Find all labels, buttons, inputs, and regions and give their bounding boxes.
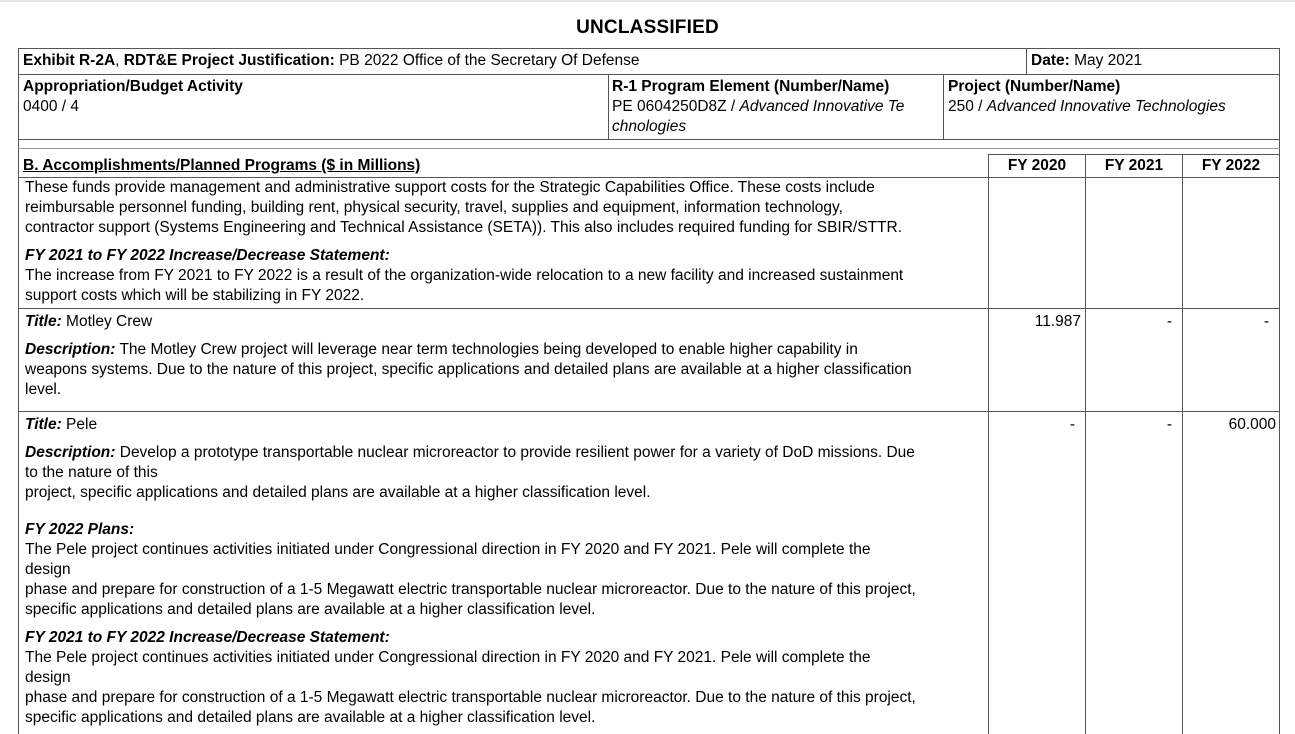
col-divider-1 (988, 154, 989, 734)
exhibit-title-value: PB 2022 Office of the Secretary Of Defense (334, 52, 640, 69)
item-2-title-label: Title: (25, 416, 62, 433)
page-left-border (18, 48, 19, 734)
item-1-desc-line-2: weapons systems. Due to the nature of this project, specific applications and detailed plans are available at a higher classification (25, 361, 912, 378)
item-2-desc-text-1: Develop a prototype transportable nuclear microreactor to provide resilient power for a variety of DoD missions. Due (115, 444, 915, 461)
pe-name-line1: Advanced Innovative Te (739, 98, 905, 115)
exhibit-line (23, 51, 640, 71)
pe-name-line2: chnologies (612, 118, 687, 135)
item-2-fy2022: 60.000 (1228, 416, 1276, 433)
item-2-statement-line-3: phase and prepare for construction of a 1-5 Megawatt electric transportable nuclear microreactor. Due to the nature of this project, (25, 689, 916, 706)
item-2-plans-line-2: design (25, 561, 71, 578)
item-2-statement-line-2: design (25, 669, 71, 686)
section-title: B. Accomplishments/Planned Programs ($ in Millions) (23, 157, 421, 174)
pe-divider (608, 74, 609, 139)
date-label: Date: (1031, 52, 1070, 69)
project-value (948, 97, 1226, 117)
top-rule (0, 0, 1295, 2)
pe-value-line1 (612, 97, 904, 117)
project-divider (943, 74, 944, 139)
item-2-desc-label: Description: (25, 444, 116, 461)
item-2-plans-line-4: specific applications and detailed plans are available at a higher classification level. (25, 601, 596, 618)
item-2-title (25, 415, 97, 435)
pe-label: R-1 Program Element (Number/Name) (612, 78, 890, 95)
intro-statement-line-2: support costs which will be stabilizing in FY 2022. (25, 287, 365, 304)
item-2-plans-line-1: The Pele project continues activities initiated under Congressional direction in FY 2020 and FY 2021. Pele will complete the (25, 541, 871, 558)
item-1-fy2022: - (1263, 313, 1269, 330)
exhibit-label: Exhibit R-2A (23, 52, 116, 69)
item-1-title-value: Motley Crew (61, 313, 153, 330)
item-1-fy2020: 11.987 (1034, 313, 1081, 330)
col-header-fy2022: FY 2022 (1201, 157, 1261, 174)
intro-line-2: reimbursable personnel funding, building rent, physical security, travel, supplies and equipment, information technology, (25, 199, 843, 216)
item-1-desc-line-1 (25, 340, 858, 360)
fy-header-top (988, 154, 1280, 155)
row-divider-2 (18, 411, 1280, 412)
item-1-title-label: Title: (25, 313, 62, 330)
intro-statement-line-1: The increase from FY 2021 to FY 2022 is a result of the organization-wide relocation to a new facility and increased sustainment (25, 267, 904, 284)
item-1-desc-line-3: level. (25, 381, 62, 398)
col-header-fy2021: FY 2021 (1104, 157, 1164, 174)
header-row-divider (18, 74, 1280, 75)
item-2-desc-line-3: project, specific applications and detailed plans are available at a higher classification level. (25, 484, 651, 501)
item-2-desc-line-1 (25, 443, 915, 463)
intro-line-3: contractor support (Systems Engineering and Technical Assistance (SETA)). This also includes required funding for SBIR/STTR. (25, 219, 903, 236)
pe-number: PE 0604250D8Z / (612, 98, 740, 115)
col-divider-2 (1085, 154, 1086, 734)
classification-banner: UNCLASSIFIED (576, 17, 719, 38)
approp-value: 0400 / 4 (23, 98, 80, 115)
item-2-fy2020: - (1069, 416, 1075, 433)
item-2-plans-line-3: phase and prepare for construction of a 1-5 Megawatt electric transportable nuclear microreactor. Due to the nature of this project, (25, 581, 916, 598)
item-2-statement-heading: FY 2021 to FY 2022 Increase/Decrease Statement: (25, 629, 390, 646)
exhibit-title-label: RDT&E Project Justification: (123, 52, 335, 69)
header-bottom-border (18, 139, 1280, 140)
project-number: 250 / (948, 98, 987, 115)
item-1-desc-label: Description: (25, 341, 116, 358)
item-1-fy2021: - (1166, 313, 1172, 330)
row-divider-1 (18, 308, 1280, 309)
item-2-plans-heading: FY 2022 Plans: (25, 521, 135, 538)
item-1-desc-text-1: The Motley Crew project will leverage near term technologies being developed to enable higher capability in (115, 341, 858, 358)
header-top-border (18, 48, 1280, 49)
project-label: Project (Number/Name) (948, 78, 1121, 95)
date-value: May 2021 (1069, 52, 1143, 69)
item-1-title (25, 312, 152, 332)
intro-line-1: These funds provide management and administrative support costs for the Strategic Capabilities Office. These costs include (25, 179, 875, 196)
col-header-fy2020: FY 2020 (1007, 157, 1067, 174)
item-2-desc-line-2: to the nature of this (25, 464, 158, 481)
approp-label: Appropriation/Budget Activity (23, 78, 243, 95)
item-2-statement-line-4: specific applications and detailed plans are available at a higher classification level. (25, 709, 596, 726)
date-divider (1026, 48, 1027, 74)
project-name: Advanced Innovative Technologies (986, 98, 1226, 115)
col-divider-3 (1182, 154, 1183, 734)
page-right-border (1279, 48, 1280, 734)
exhibit-sep: , (115, 52, 124, 69)
section-top-rule (18, 148, 1280, 149)
item-2-title-value: Pele (61, 416, 98, 433)
intro-statement-heading: FY 2021 to FY 2022 Increase/Decrease Statement: (25, 247, 390, 264)
item-2-fy2021: - (1166, 416, 1172, 433)
item-2-statement-line-1: The Pele project continues activities initiated under Congressional direction in FY 2020 and FY 2021. Pele will complete the (25, 649, 871, 666)
date-line (1031, 51, 1142, 71)
